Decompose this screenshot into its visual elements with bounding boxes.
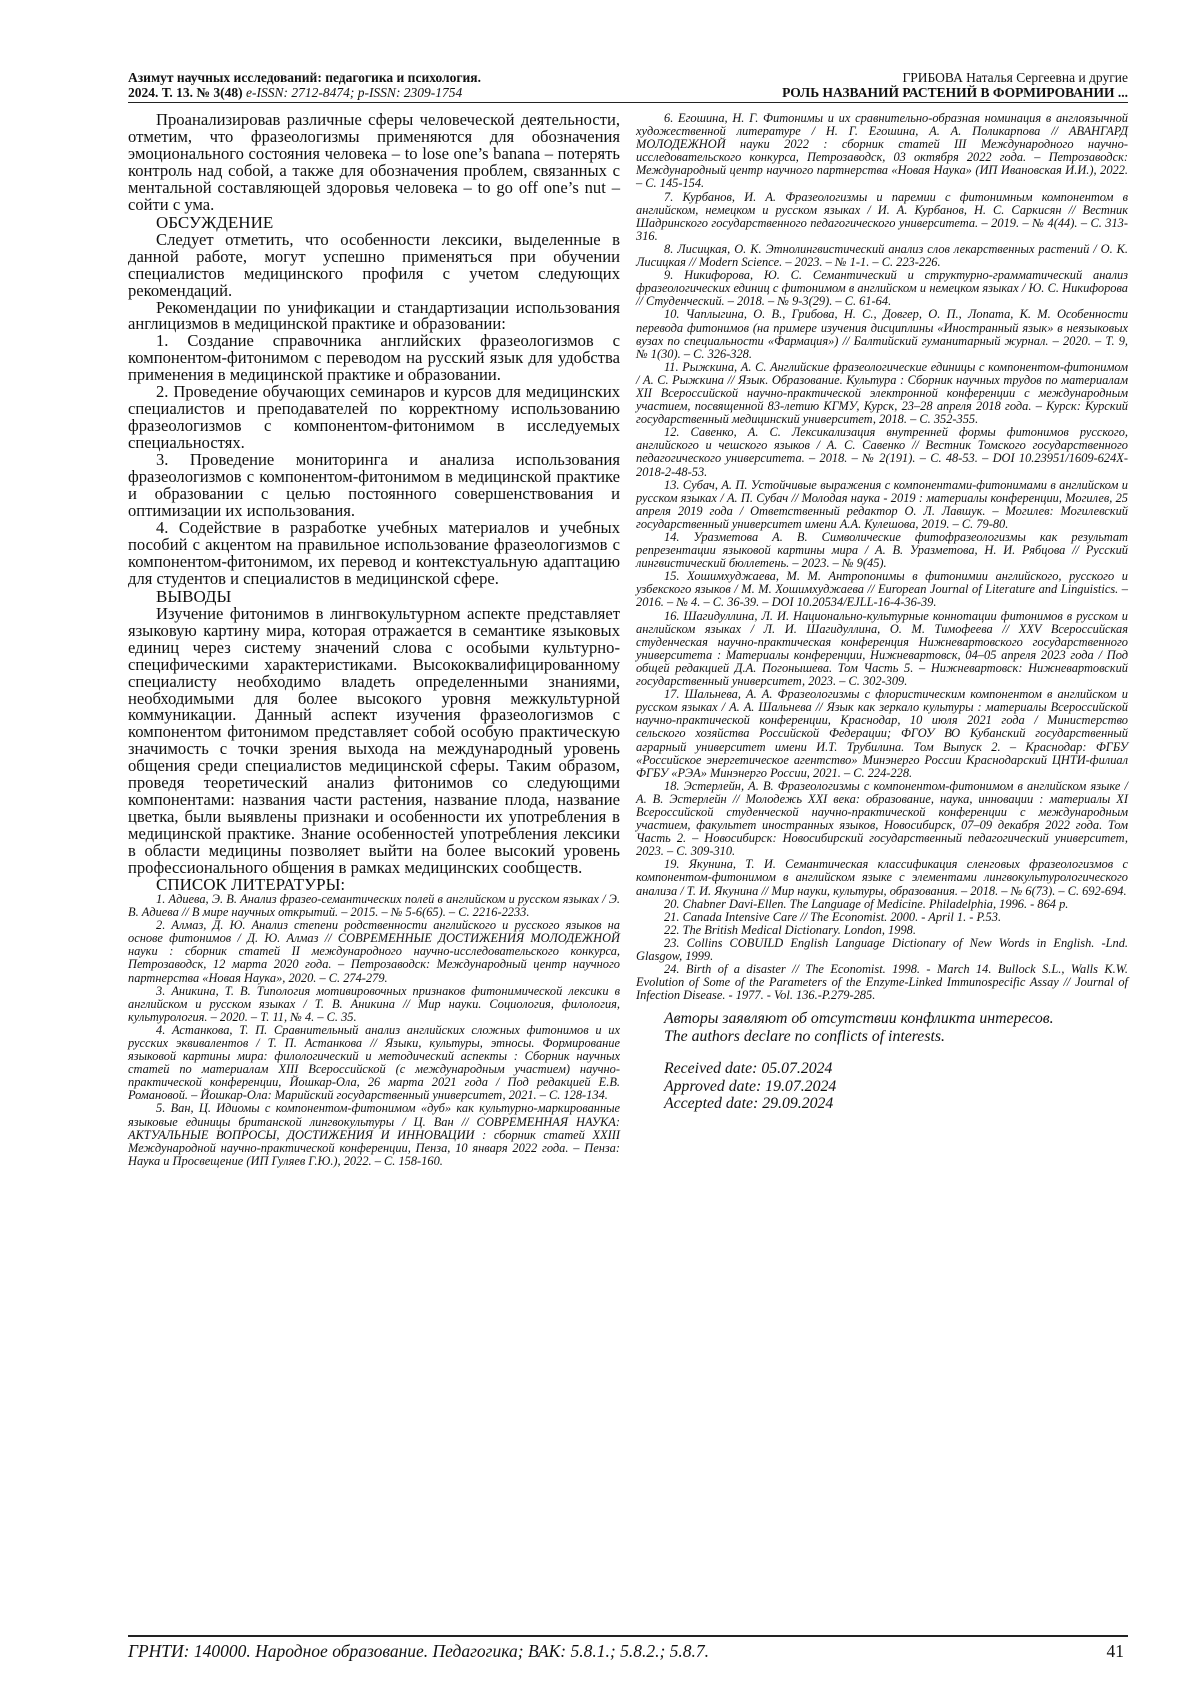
reference-item: 22. The British Medical Dictionary. London, 1998.: [664, 922, 916, 937]
running-header-right: [782, 70, 1128, 100]
reference-item: 19. Якунина, Т. И. Семантическая классификация сленговых фразеологизмов с компонентом-фитонимом в английском языке с элементами лингвокультурологического анализа / Т. И. Якунина // Мир науки, культуры, образования. – 2018. – № 6(73). – С. 692-694.: [636, 857, 1128, 898]
header-divider: [128, 102, 1128, 103]
reference-item: 8. Лисицкая, О. К. Этнолингвистический анализ слов лекарственных растений / О. К. Лисицкая // Modern Science. – 2023. – № 1-1. – С. 223-226.: [636, 241, 1128, 270]
reference-item: 13. Субач, А. П. Устойчивые выражения с компонентами-фитонимами в английском и русском языках / А. П. Субач // Молодая наука - 2019 : материалы конференции, Могилев, 25 апреля 2019 года / Ответственный редактор О. Л. Лавшук. – Могилев: Могилевский государственный университет имени А.А. Кулешова, 2019. – С. 79-80.: [636, 477, 1128, 531]
reference-item: 4. Астанкова, Т. П. Сравнительный анализ английских сложных фитонимов и их русских эквивалентов / Т. П. Астанкова // Языки, культуры, этносы. Формирование языковой картины мира: филологический и методический аспекты : Сборник научных статей по материалам XIII Всероссийской (с международным участием) научно-практической конференции, Йошкар-Ола, 26 марта 2021 года / Под редакцией Е.В. Романовой. – Йошкар-Ола: Марийский государственный университет, 2021. – С. 128-134.: [128, 1022, 620, 1103]
journal-issue: 2024. Т. 13. № 3(48): [128, 85, 243, 100]
body-paragraph: Следует отметить, что особенности лексики, выделенные в данной работе, могут успешно применяться при обучении специалистов медицинского профиля с учетом следующих рекомендаций.: [128, 229, 620, 300]
body-paragraph: Рекомендации по унификации и стандартизации использования англицизмов в медицинской практике и образовании:: [128, 297, 620, 334]
body-paragraph: Изучение фитонимов в лингвокультурном аспекте представляет языковую картину мира, которая отражается в семантике языковых единиц через систему значений слова с особыми культурно-специфическими характеристиками. Высококвалифицированному специалисту необходимо владеть определенными знаниями, необходимыми для более высокого уровня межкультурной коммуникации. Данный аспект изучения фразеологизмов с компонентом фитонимом представляет собой особую практическую значимость с точки зрения выхода на международный уровень общения среди специалистов медицинской сферы. Таким образом, проведя теоретический анализ фитонимов со следующими компонентами: названия части растения, название плода, название цветка, были выявлены признаки и особенности их употребления в медицинской практике. Знание особенностей употребления лексики в области медицины позволяет выйти на более высокий уровень профессионального общения в рамках медицинских сообществ.: [128, 603, 620, 878]
reference-item: 17. Шальнева, А. А. Фразеологизмы с флористическим компонентом в английском и русском языках / А. А. Шальнева // Язык как зеркало культуры : материалы Всероссийской научно-практической конференции, Краснодар, 10 июля 2021 года / Министерство сельского хозяйства Российской Федерации; ФГОУ ВО Кубанский государственный аграрный университет имени И.Т. Трубилина. Том Выпуск 2. – Краснодар: ФГБУ «Российское энергетическое агентство» Минэнерго России Краснодарский ЦНТИ-филиал ФГБУ «РЭА» Минэнерго России, 2021. – С. 224-228.: [636, 687, 1128, 780]
reference-item: 9. Никифорова, Ю. С. Семантический и структурно-грамматический анализ фразеологических единиц с фитонимом в английском и немецком языках / Ю. С. Никифорова // Студенческий. – 2018. – № 9-3(29). – С. 61-64.: [636, 268, 1128, 309]
reference-item: 21. Canada Intensive Care // The Economist. 2000. - April 1. - P.53.: [664, 909, 1002, 924]
footer-classification: ГРНТИ: 140000. Народное образование. Педагогика; ВАК: 5.8.1.; 5.8.2.; 5.8.7.: [128, 1641, 710, 1661]
reference-item: 10. Чаплыгина, О. В., Грибова, Н. С., Довгер, О. П., Лопата, К. М. Особенности перевода фитонимов (на примере изучения дисциплины «Иностранный язык» в неязыковых вузах по специальности «Фармация») // Балтийский гуманитарный журнал. – 2020. – Т. 9, № 1(30). – С. 326-328.: [636, 307, 1128, 361]
article-short-title: РОЛЬ НАЗВАНИЙ РАСТЕНИЙ В ФОРМИРОВАНИИ ...: [782, 85, 1128, 100]
reference-item: 6. Егошина, Н. Г. Фитонимы и их сравнительно-образная номинация в англоязычной художественной литературе / Н. Г. Егошина, А. А. Поликарпова // АВАНГАРД МОЛОДЕЖНОЙ науки 2022 : сборник статей III Международного научно-исследовательского конкурса, Петрозаводск, 03 октября 2022 года. – Петрозаводск: Международный центр научного партнерства «Новая Наука» (ИП Ивановская И.И.), 2022. – С. 145-154.: [636, 111, 1128, 191]
conclusions-heading: ВЫВОДЫ: [156, 586, 232, 606]
body-paragraph: Проанализировав различные сферы человеческой деятельности, отметим, что фразеологизмы применяются для обозначения эмоционального состояния человека – to lose one’s banana – потерять контроль над собой, а также для обозначения проблем, связанных с ментальной составляющей здоровья человека – to go off one’s nut – сойти с ума.: [128, 110, 620, 214]
conflict-declaration-ru: Авторы заявляют об отсутствии конфликта интересов.: [664, 1010, 1054, 1028]
reference-list-part-1: [128, 893, 620, 1168]
right-column: [636, 112, 1128, 1113]
reference-item: 3. Аникина, Т. В. Типология мотивировочных признаков фитонимической лексики в английском и русском языках / Т. В. Аникина // Мир науки. Социология, филология, культурология. – 2020. – Т. 11, № 4. – С. 35.: [128, 983, 620, 1024]
article-dates: [636, 1060, 1128, 1113]
footer-divider: [128, 1635, 1128, 1637]
reference-item: 23. Collins COBUILD English Language Dictionary of New Words in English. -Lnd. Glasgow, 1999.: [636, 935, 1128, 963]
recommendation-item: 2. Проведение обучающих семинаров и курсов для медицинских специалистов и преподавателей по корректному использованию фразеологизмов с компонентом-фитонимом в исследуемых специальностях.: [128, 382, 620, 453]
recommendation-item: 4. Содействие в разработке учебных материалов и учебных пособий с акцентом на правильное использование фразеологизмов с компонентом-фитонимом, их перевод и контекстуальную адаптацию для студентов и специалистов в медицинской сфере.: [128, 517, 620, 588]
accepted-date: Accepted date: 29.09.2024: [664, 1095, 834, 1113]
reference-item: 24. Birth of a disaster // The Economist. 1998. - March 14. Bullock S.L., Walls K.W. Evolution of Some of the Parameters of the Enzyme-Linked Immunospecific Assay // Journal of Infection Disease. - 1977. - Vol. 136.-P.279-285.: [636, 962, 1128, 1003]
received-date: Received date: 05.07.2024: [664, 1060, 833, 1078]
reference-item: 5. Ван, Ц. Идиомы с компонентом-фитонимом «дуб» как культурно-маркированные языковые единицы британской лингвокультуры / Ц. Ван // СОВРЕМЕННАЯ НАУКА: АКТУАЛЬНЫЕ ВОПРОСЫ, ДОСТИЖЕНИЯ И ИННОВАЦИИ : сборник статей XXIII Международной научно-практической конференции, Пенза, 10 января 2022 года. – Пенза: Наука и Просвещение (ИП Гуляев Г.Ю.), 2022. – С. 158-160.: [128, 1101, 620, 1168]
reference-item: 12. Савенко, А. С. Лексикализация внутренней формы фитонимов русского, английского и чешского языков / А. С. Савенко // Вестник Томского государственного педагогического университета. – 2018. – № 2(191). – С. 48-53. – DOI 10.23951/1609-624X-2018-2-48-53.: [636, 425, 1128, 479]
reference-item: 11. Рыжкина, А. С. Английские фразеологические единицы с компонентом-фитонимом / А. С. Рыжкина // Язык. Образование. Культура : Сборник научных трудов по материалам XII Всероссийской научно-практической электронной конференции с международным участием, посвященной 83-летию КГМУ, Курск, 23–28 апреля 2018 года. – Курск: Курский государственный медицинский университет, 2018. – С. 352-355.: [636, 359, 1128, 427]
reference-list-part-2: [636, 112, 1128, 1002]
reference-item: 7. Курбанов, И. А. Фразеологизмы и паремии с фитонимным компонентом в английском, немецком и русском языках / И. А. Курбанов, Н. С. Саркисян // Вестник Шадринского государственного педагогического университета. – 2019. – № 4(44). – С. 313-316.: [636, 189, 1128, 243]
left-column: [128, 112, 620, 1168]
recommendation-item: 1. Создание справочника английских фразеологизмов с компонентом-фитонимом с переводом на русский язык для удобства применения в медицинской практике и образовании.: [128, 331, 620, 385]
journal-issn: e-ISSN: 2712-8474; p-ISSN: 2309-1754: [245, 85, 463, 100]
article-authors: ГРИБОВА Наталья Сергеевна и другие: [902, 70, 1128, 85]
reference-item: 16. Шагидуллина, Л. И. Национально-культурные коннотации фитонимов в русском и английском языках / Л. И. Шагидуллина, О. М. Тимофеева // XXV Всероссийская студенческая научно-практическая конференция Нижневартовского государственного университета : Материалы конференции, Нижневартовск, 04–05 апреля 2023 года / Под общей редакцией Д.А. Погонышева. Том Часть 5. – Нижневартовск: Нижневартовский государственный университет, 2023. – С. 302-309.: [636, 608, 1128, 689]
approved-date: Approved date: 19.07.2024: [664, 1077, 837, 1095]
reference-item: 2. Алмаз, Д. Ю. Анализ степени родственности английского и русского языков на основе фитонимов / Д. Ю. Алмаз // СОВРЕМЕННЫЕ ДОСТИЖЕНИЯ МОЛОДЕЖНОЙ науки : сборник статей II международного научно-исследовательского конкурса, Петрозаводск, 12 марта 2020 года. – Петрозаводск: Международный центр научного партнерства «Новая Наука», 2020. – С. 274-279.: [128, 918, 620, 985]
conflict-declaration-en: The authors declare no conflicts of interests.: [664, 1028, 945, 1046]
references-heading: СПИСОК ЛИТЕРАТУРЫ:: [156, 874, 346, 894]
reference-item: 14. Уразметова А. В. Символические фитофразеологизмы как результат репрезентации языковой картины мира / А. В. Уразметова, Н. И. Рябцова // Русский лингвистический бюллетень. – 2023. – № 9(45).: [636, 530, 1128, 571]
reference-item: 1. Адиева, Э. В. Анализ фразео-семантических полей в английском и русском языках / Э. В. Адиева // В мире научных открытий. – 2015. – № 5-6(65). – С. 2216-2233.: [128, 891, 620, 920]
reference-item: 20. Chabner Davi-Ellen. The Language of Medicine. Philadelphia, 1996. - 864 p.: [664, 896, 1069, 911]
discussion-heading: ОБСУЖДЕНИЕ: [156, 212, 274, 232]
running-header-left: [128, 70, 481, 100]
reference-item: 15. Хошимхуджаева, М. М. Антропонимы в фитонимии английского, русского и узбекского языков / М. М. Хошимхуджаева // European Journal of Literature and Linguistics. – 2016. – № 4. – С. 36-39. – DOI 10.20534/EJLL-16-4-36-39.: [636, 569, 1128, 610]
recommendation-item: 3. Проведение мониторинга и анализа использования фразеологизмов с компонентом-фитонимом в медицинской практике и образовании с целью постоянного совершенствования и оптимизации их использования.: [128, 450, 620, 520]
journal-name: Азимут научных исследований: педагогика и психология.: [128, 70, 481, 85]
reference-item: 18. Эстерлейн, А. В. Фразеологизмы с компонентом-фитонимом в английском языке / А. В. Эстерлейн // Молодежь XXI века: образование, наука, инновации : материалы XI Всероссийской студенческой научно-практической конференции с международным участием, факультет иностранных языков, Новосибирск, 07–09 декабря 2022 года. Том Часть 2. – Новосибирск: Новосибирский государственный педагогический университет, 2023. – С. 309-310.: [636, 778, 1128, 859]
page-number: 41: [1106, 1641, 1124, 1661]
